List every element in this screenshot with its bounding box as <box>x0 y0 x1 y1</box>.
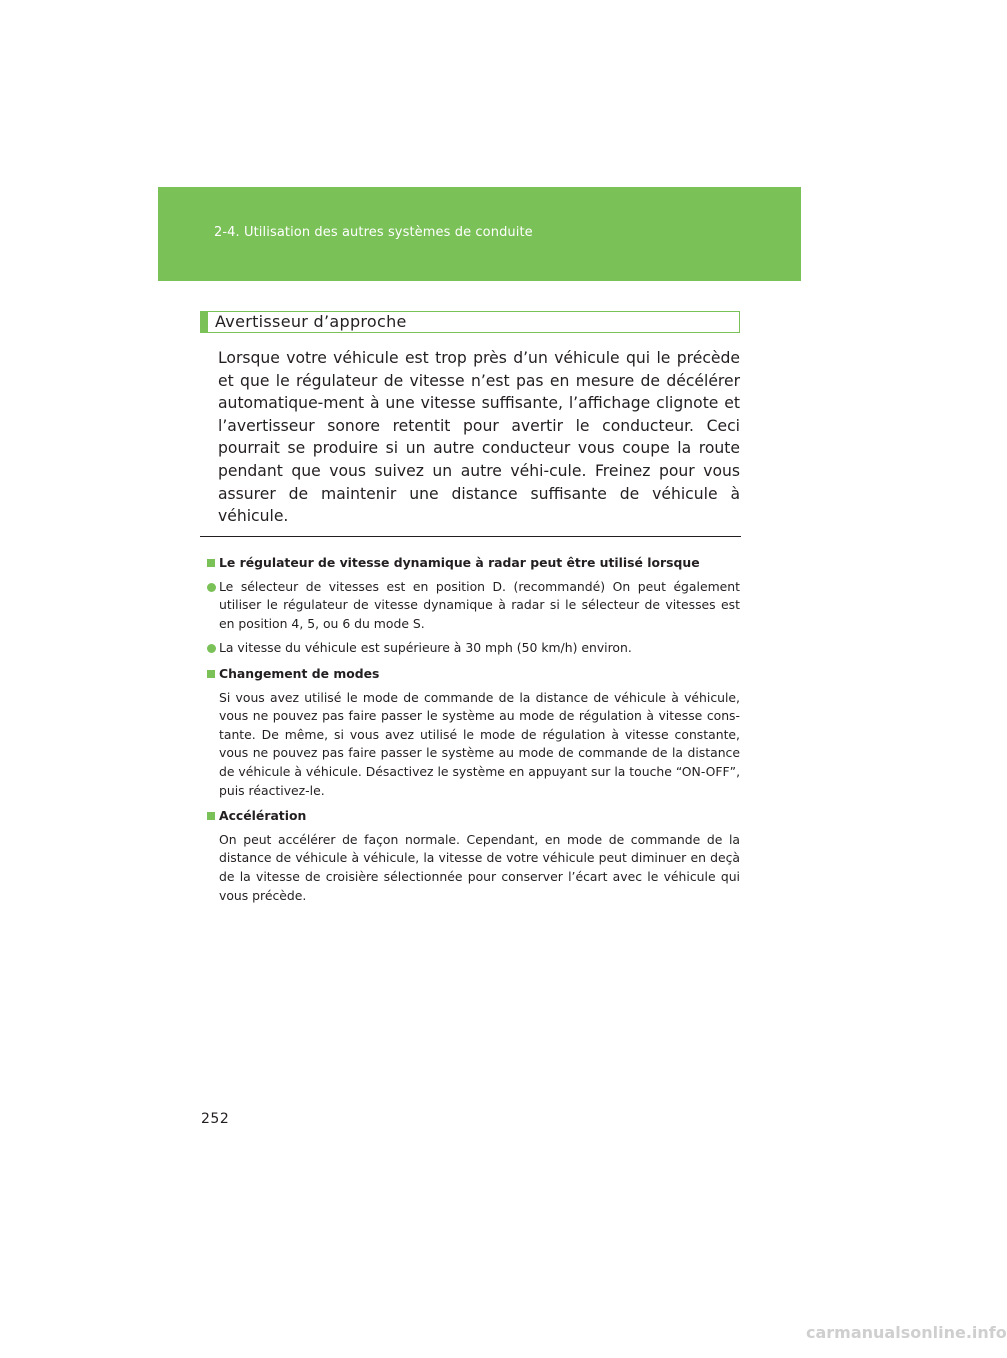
subsection-heading <box>200 311 740 333</box>
notes-section <box>207 554 740 912</box>
note-text: On peut accélérer de façon normale. Cependant, en mode de commande de la distance de véhicule à véhicule, la vitesse de votre véhicule peut diminuer en deçà de la vitesse de croisière sélectionnée pour conserver l’écart avec le véhicule qui vous précède. <box>219 831 740 903</box>
note-heading-text: Accélération <box>219 808 307 824</box>
heading-title: Avertisseur d’approche <box>215 312 407 331</box>
note-heading-text: Le régulateur de vitesse dynamique à radar peut être utilisé lorsque <box>219 555 700 570</box>
bullet-icon <box>207 583 216 592</box>
note-mode-change <box>207 665 740 800</box>
note-text: Si vous avez utilisé le mode de commande de la distance de véhicule à véhicule, vous ne pouvez pas faire passer le système au mode de régulation à vitesse cons-tante. De même, si vous avez utilisé le mode de régulation à vitesse constante, vous ne pouvez pas faire passer le système au mode de commande de la distance de véhicule à véhicule. Désactivez le système en appuyant sur la touche “ON-OFF”, puis réactivez-le. <box>219 689 741 798</box>
header-band <box>158 187 801 281</box>
note-radar-usage <box>207 554 740 658</box>
bullet-item <box>207 578 740 634</box>
heading-marker <box>201 312 208 332</box>
bullet-text: Le sélecteur de vitesses est en position D. (recommandé) On peut également utiliser le régulateur de vitesse dynamique à radar si le sélecteur de vitesses est en position 4, 5, ou 6 du mode S. <box>219 578 740 631</box>
section-label: 2-4. Utilisation des autres systèmes de conduite <box>214 225 533 240</box>
watermark: carmanualsonline.info <box>806 1323 1007 1342</box>
note-heading <box>207 665 740 684</box>
note-acceleration <box>207 807 740 905</box>
bullet-text: La vitesse du véhicule est supérieure à 30 mph (50 km/h) environ. <box>219 640 632 656</box>
square-icon <box>207 812 215 820</box>
page-number: 252 <box>201 1111 230 1127</box>
divider <box>200 536 741 537</box>
bullet-icon <box>207 644 216 653</box>
bullet-item <box>207 639 740 658</box>
square-icon <box>207 670 215 678</box>
note-heading <box>207 554 740 573</box>
note-heading <box>207 807 740 826</box>
body-paragraph: Lorsque votre véhicule est trop près d’un véhicule qui le précède et que le régulateur de vitesse n’est pas en mesure de décélérer automatique-ment à une vitesse suffisante, l’affichage clignote et l’avertisseur sonore retentit pour avertir le conducteur. Ceci pourrait se produire si un autre conducteur vous coupe la route pendant que vous suivez un autre véhi-cule. Freinez pour vous assurer de maintenir une distance suffisante de véhicule à véhicule. <box>218 349 740 526</box>
note-heading-text: Changement de modes <box>219 665 380 681</box>
square-icon <box>207 559 215 567</box>
